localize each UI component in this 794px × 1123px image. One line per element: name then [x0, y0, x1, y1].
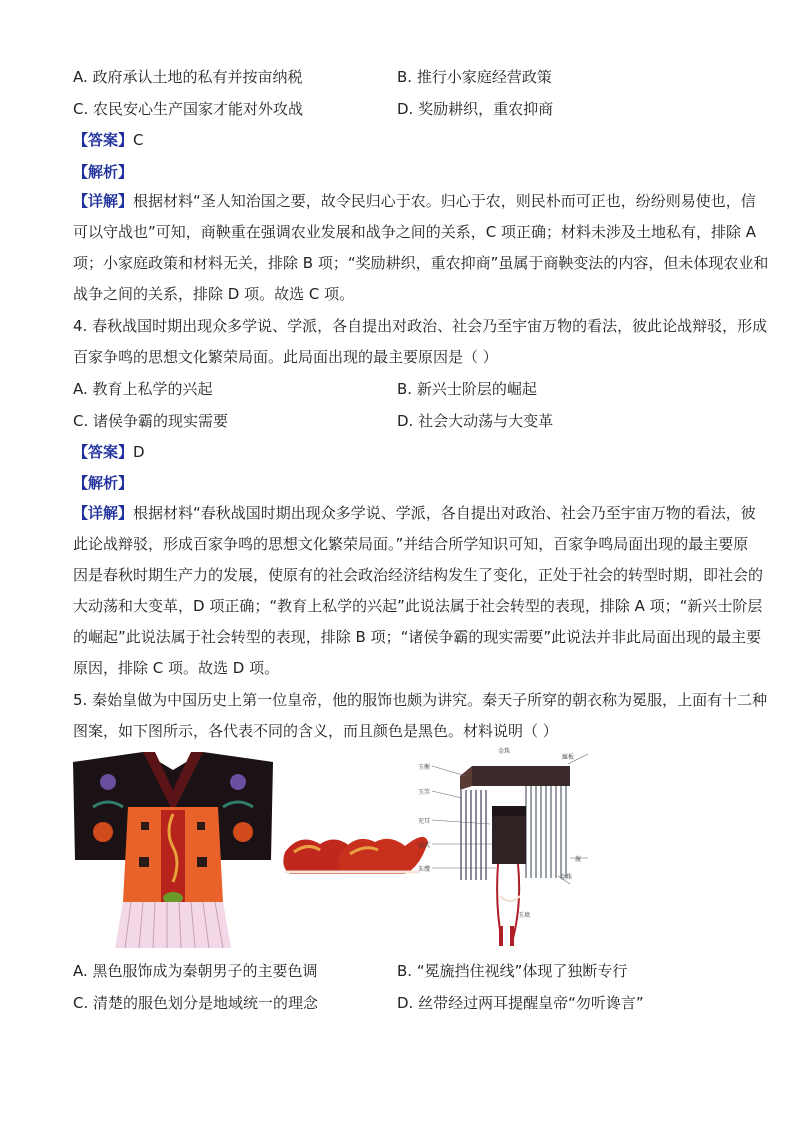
answer-value: C: [133, 131, 144, 149]
q5-option-c[interactable]: C. 清楚的服色划分是地域统一的理念: [73, 994, 319, 1012]
q4-option-d[interactable]: D. 社会大动荡与大变革: [397, 412, 554, 430]
detail-line: 战争之间的关系，排除 D 项。故选 C 项。: [73, 285, 355, 303]
label-top: 金珠: [498, 748, 511, 755]
q3-option-b[interactable]: B. 推行小家庭经营政策: [397, 68, 552, 86]
q4-analysis-tag: [73, 473, 133, 493]
detail-line: 大动荡和大变革，D 项正确；“教育上私学的兴起”此说法属于社会转型的表现，排除 A 项；“新兴士阶层: [73, 597, 763, 615]
q3-option-d[interactable]: D. 奖励耕织，重农抑商: [397, 100, 554, 118]
detail-line: 此论战辩驳，形成百家争鸣的思想文化繁荣局面。”并结合所学知识可知，百家争鸣局面出现的最主要原: [73, 535, 749, 553]
detail-line: 项；小家庭政策和材料无关，排除 B 项；“奖励耕织，重农抑商”虽属于商鞅变法的内容，但未体现农业和: [73, 254, 769, 272]
detail-tag: 【详解】: [73, 504, 134, 522]
stem-line: 百家争鸣的思想文化繁荣局面。此局面出现的最主要原因是（ ）: [73, 348, 498, 366]
q4-answer: [73, 442, 145, 462]
detail-line: 可以守战也”可知，商鞅重在强调农业发展和战争之间的关系，C 项正确；材料未涉及土地私有，排除 A: [73, 223, 757, 241]
detail-tag: 【详解】: [73, 192, 134, 210]
detail-line: 【详解】根据材料“圣人知治国之要，故令民归心于农。归心于农，则民朴而可正也，纷纷则易使也，信: [73, 192, 756, 210]
q4-detail: [73, 498, 764, 684]
label-right1: 綖板: [562, 754, 575, 761]
q5-stem: [73, 685, 768, 747]
q4-option-a[interactable]: A. 教育上私学的兴起: [73, 380, 213, 398]
q3-analysis-tag: [73, 162, 133, 182]
q4-option-b[interactable]: B. 新兴士阶层的崛起: [397, 380, 537, 398]
label-left5: 朱缨: [418, 866, 431, 873]
analysis-tag: 【解析】: [73, 474, 134, 492]
analysis-tag: 【解析】: [73, 163, 134, 181]
label-right2: 旒: [575, 856, 582, 863]
stem-line: 5. 秦始皇做为中国历史上第一位皇帝，他的服饰也颇为讲究。秦天子所穿的朝衣称为冕服，上面有十二种: [73, 691, 768, 709]
label-right3: 金珠: [560, 874, 573, 881]
q5-option-d[interactable]: D. 丝带经过两耳提醒皇帝“勿听谗言”: [397, 994, 644, 1012]
stem-line: 4. 春秋战国时期出现众多学说、学派，各自提出对政治、社会乃至宇宙万物的看法，彼此论战辩驳，形成: [73, 317, 768, 335]
q3-option-a[interactable]: A. 政府承认土地的私有并按亩纳税: [73, 68, 303, 86]
detail-line: 因是春秋时期生产力的发展，使原有的社会政治经济结构发生了变化，正处于社会的转型时期，即社会的: [73, 566, 764, 584]
q5-option-a[interactable]: A. 黑色服饰成为秦朝男子的主要色调: [73, 962, 318, 980]
label-left4: 冠武: [418, 842, 431, 849]
q5-option-b[interactable]: B. “冕旒挡住视线”体现了独断专行: [397, 962, 628, 980]
q4-stem: [73, 311, 768, 373]
answer-value: D: [133, 443, 145, 461]
detail-line: 的崛起”此说法属于社会转型的表现，排除 B 项；“诸侯争霸的现实需要”此说法并非此局面出现的最主要: [73, 628, 762, 646]
detail-line: 【详解】根据材料“春秋战国时期出现众多学说、学派，各自提出对政治、社会乃至宇宙万物的看法，彼: [73, 504, 756, 522]
q3-detail: [73, 186, 769, 310]
q3-option-c[interactable]: C. 农民安心生产国家才能对外攻战: [73, 100, 304, 118]
shoes-image: [280, 822, 430, 882]
robe-image: [73, 752, 273, 952]
label-left3: 充耳: [418, 818, 431, 825]
q3-answer: [73, 130, 144, 150]
answer-tag: 【答案】: [73, 443, 134, 461]
label-bottom: 玉瑱: [518, 912, 531, 919]
q4-option-c[interactable]: C. 诸侯争霸的现实需要: [73, 412, 229, 430]
label-left2: 玉笄: [418, 789, 431, 796]
label-left1: 玉衡: [418, 764, 431, 771]
stem-line: 图案，如下图所示，各代表不同的含义，而且颜色是黑色。材料说明（ ）: [73, 722, 558, 740]
answer-tag: 【答案】: [73, 131, 134, 149]
crown-diagram: [430, 746, 590, 952]
detail-line: 原因，排除 C 项。故选 D 项。: [73, 659, 280, 677]
